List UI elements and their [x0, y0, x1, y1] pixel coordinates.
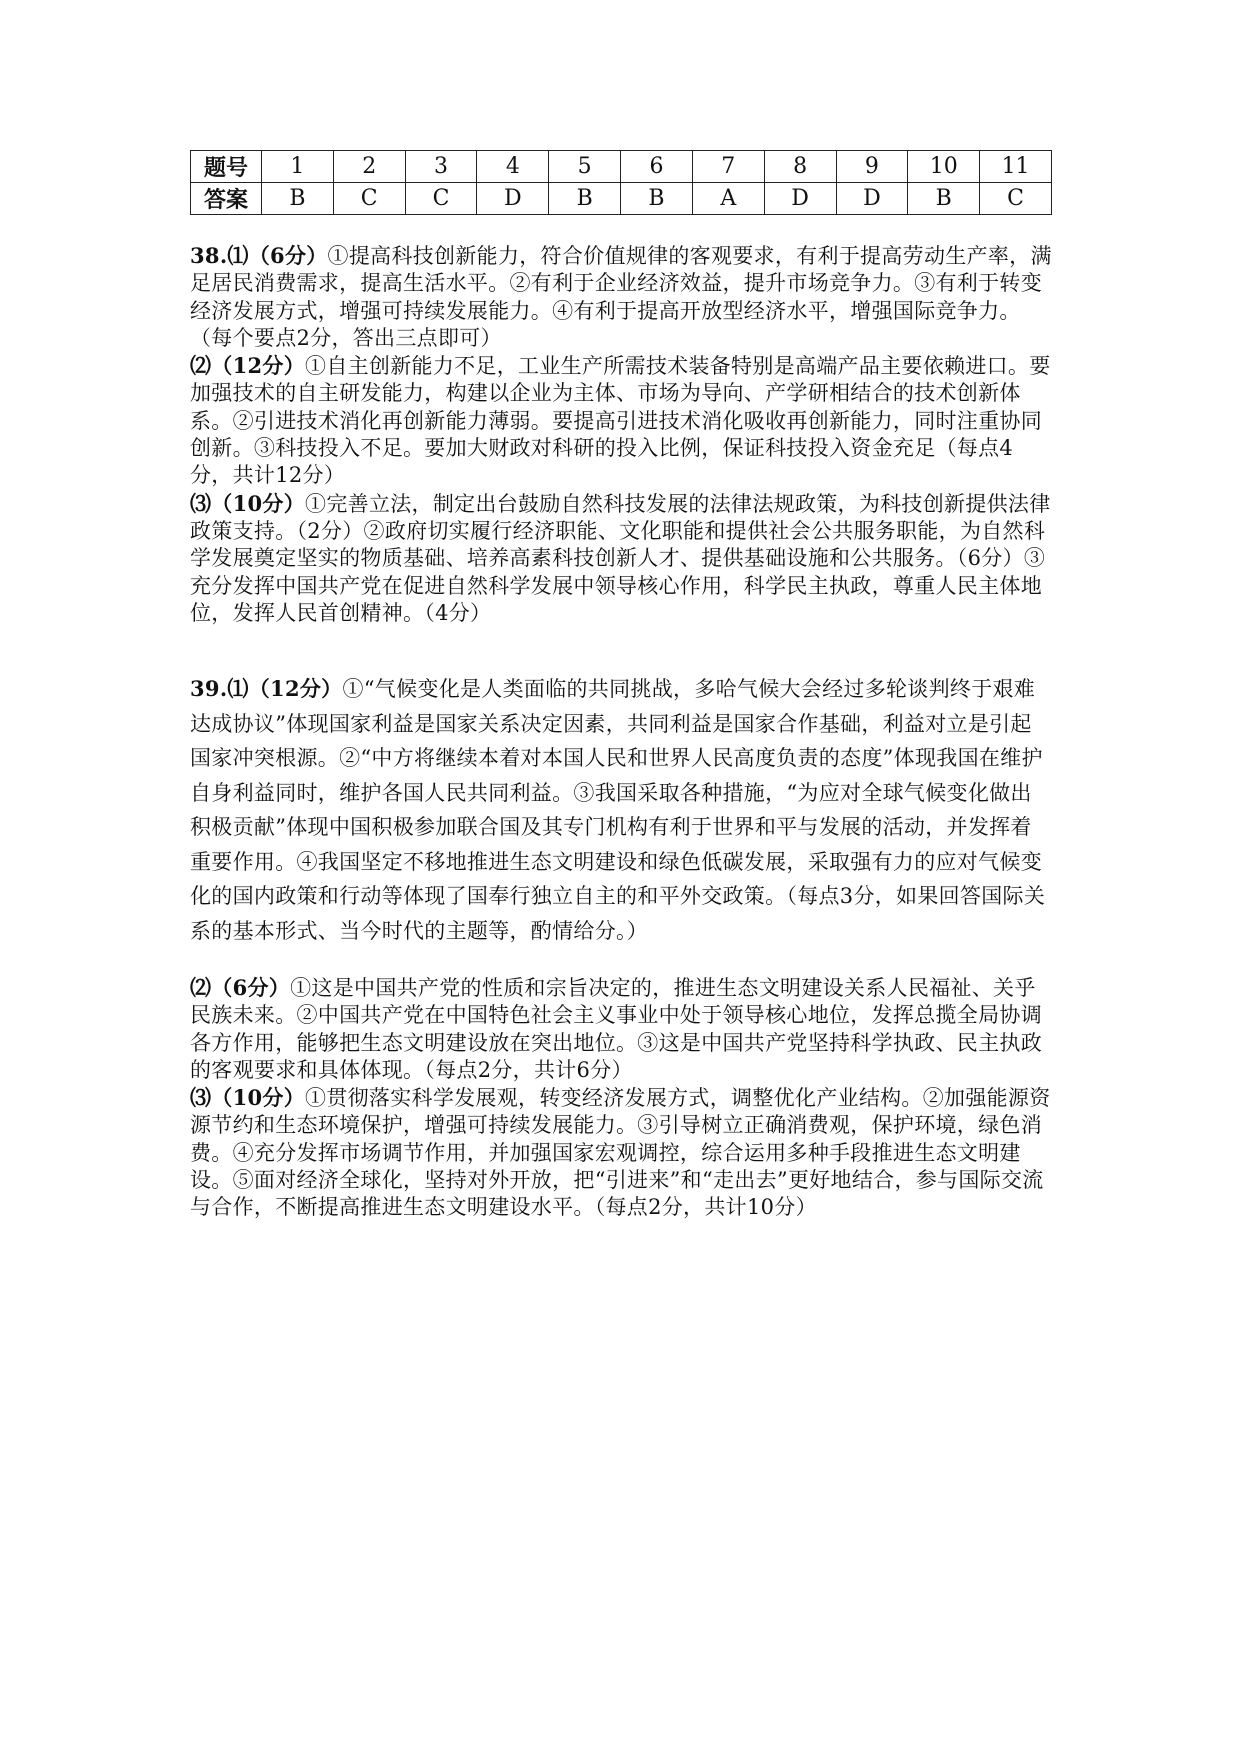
q38-part-3-label: ⑶（10分） [190, 490, 306, 516]
q39-part-3-label: ⑶（10分） [190, 1085, 306, 1111]
answer-cell: D [477, 183, 549, 215]
question-number-cell: 7 [692, 151, 764, 183]
question-number-cell: 1 [262, 151, 334, 183]
question-number-cell: 11 [980, 151, 1052, 183]
question-number-cell: 9 [836, 151, 908, 183]
question-39-parts-2-3 [190, 974, 1052, 1222]
question-number-cell: 8 [764, 151, 836, 183]
q38-part-2-text: ①自主创新能力不足，工业生产所需技术装备特别是高端产品主要依赖进口。要加强技术的自主研发能力，构建以企业为主体、市场为导向、产学研相结合的技术创新体系。②引进技术消化再创新能力薄弱。要提高引进技术消化吸收再创新能力，同时注重协同创新。③科技投入不足。要加大财政对科研的投入比例，保证科技投入资金充足（每点4分，共计12分） [190, 354, 1051, 488]
question-number-cell: 5 [549, 151, 621, 183]
answer-cell: B [262, 183, 334, 215]
row-label-question-number: 题号 [191, 151, 262, 183]
question-number-cell: 2 [333, 151, 405, 183]
question-number-cell: 3 [405, 151, 477, 183]
answer-cell: B [621, 183, 693, 215]
answer-cell: B [549, 183, 621, 215]
answer-cell: A [692, 183, 764, 215]
answer-cell: C [980, 183, 1052, 215]
q38-part-1-text: ①提高科技创新能力，符合价值规律的客观要求，有利于提高劳动生产率，满足居民消费需求，提高生活水平。②有利于企业经济效益，提升市场竞争力。③有利于转变经济发展方式，增强可持续发展能力。④有利于提高开放型经济水平，增强国际竞争力。（每个要点2分，答出三点即可） [190, 244, 1052, 350]
question-38-answer [190, 242, 1052, 627]
q38-part-1-label: 38.⑴（6分） [190, 243, 328, 268]
answer-cell: D [764, 183, 836, 215]
answer-table [190, 150, 1052, 215]
q39-part-3-text: ①贯彻落实科学发展观，转变经济发展方式，调整优化产业结构。②加强能源资源节约和生态环境保护，增强可持续发展能力。③引导树立正确消费观，保护环境，绿色消费。④充分发挥市场调节作用，并加强国家宏观调控，综合运用多种手段推进生态文明建设。⑤面对经济全球化，坚持对外开放，把“引进来”和“走出去”更好地结合，参与国际交流与合作，不断提高推进生态文明建设水平。（每点2分，共计10分） [190, 1086, 1051, 1220]
q39-part-1-label: 39.⑴（12分） [190, 676, 343, 701]
q39-part-2 [190, 974, 1052, 1084]
q38-part-2 [190, 352, 1052, 489]
q39-part-2-text: ①这是中国共产党的性质和宗旨决定的，推进生态文明建设关系人民福祉、关乎民族未来。②中国共产党在中国特色社会主义事业中处于领导核心地位，发挥总揽全局协调各方作用，能够把生态文明建设放在突出地位。③这是中国共产党坚持科学执政、民主执政的客观要求和具体体现。（每点2分，共计6分） [190, 976, 1042, 1082]
row-label-answer: 答案 [191, 183, 262, 215]
answer-cell: C [333, 183, 405, 215]
answer-row [191, 183, 1052, 215]
q39-part-2-label: ⑵（6分） [190, 975, 291, 1000]
q38-part-2-label: ⑵（12分） [190, 353, 306, 379]
q39-part-3 [190, 1084, 1052, 1221]
question-number-cell: 10 [908, 151, 980, 183]
question-number-cell: 4 [477, 151, 549, 183]
question-39-part-1 [190, 672, 1052, 948]
q38-part-3-text: ①完善立法，制定出台鼓励自然科技发展的法律法规政策，为科技创新提供法律政策支持。（2分）②政府切实履行经济职能、文化职能和提供社会公共服务职能，为自然科学发展奠定坚实的物质基础、培养高素科技创新人才、提供基础设施和公共服务。（6分）③充分发挥中国共产党在促进自然科学发展中领导核心作用，科学民主执政，尊重人民主体地位，发挥人民首创精神。（4分） [190, 491, 1051, 625]
answer-cell: C [405, 183, 477, 215]
q38-part-1 [190, 242, 1052, 352]
q38-part-3 [190, 490, 1052, 627]
q39-part-1-text: ①“气候变化是人类面临的共同挑战，多哈气候大会经过多轮谈判终于艰难达成协议”体现国家利益是国家关系决定因素，共同利益是国家合作基础，利益对立是引起国家冲突根源。②“中方将继续本着对本国人民和世界人民高度负责的态度”体现我国在维护自身利益同时，维护各国人民共同利益。③我国采取各种措施，“为应对全球气候变化做出积极贡献”体现中国积极参加联合国及其专门机构有利于世界和平与发展的活动，并发挥着重要作用。④我国坚定不移地推进生态文明建设和绿色低碳发展，采取强有力的应对气候变化的国内政策和行动等体现了国奉行独立自主的和平外交政策。（每点3分，如果回答国际关系的基本形式、当今时代的主题等，酌情给分。） [190, 677, 1046, 943]
q39-part-1-paragraph [190, 672, 1052, 948]
answer-cell: B [908, 183, 980, 215]
answer-cell: D [836, 183, 908, 215]
question-number-cell: 6 [621, 151, 693, 183]
question-number-row [191, 151, 1052, 183]
